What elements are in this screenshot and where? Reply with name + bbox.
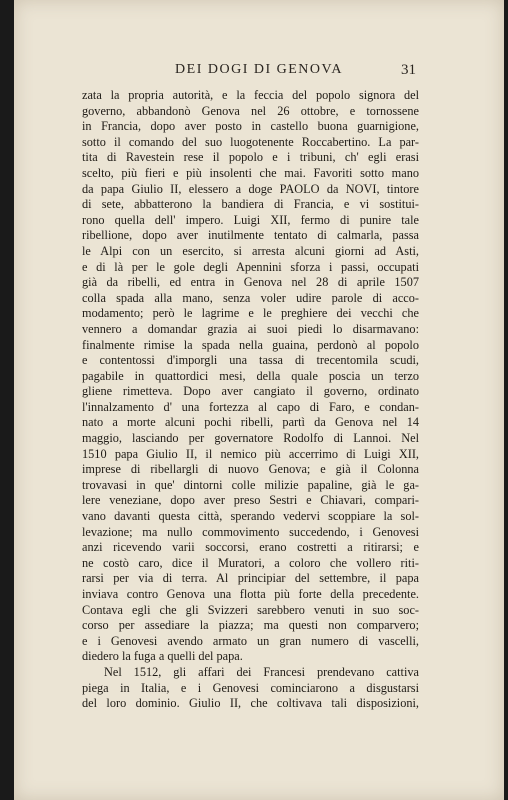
text-line: zata la propria autorità, e la feccia del popolo signora del bbox=[82, 88, 419, 102]
text-line: maggio, lasciando per governatore Rodolfo di Lannoi. Nel bbox=[82, 431, 419, 446]
text-line: inviava contro Genova una flotta più forte della precedente. bbox=[82, 587, 419, 601]
running-head bbox=[14, 62, 504, 82]
text-line: pagabile in quattordici mesi, della quale poscia un terzo bbox=[82, 368, 419, 383]
text-line: Contava egli che gli Svizzeri sarebbero venuti in suo soc- bbox=[82, 602, 419, 617]
text-line: e i Genovesi avendo armato un gran numero di vascelli, bbox=[82, 633, 419, 648]
text-line: corso per assediare la piazza; ma questi non comparvero; bbox=[82, 618, 419, 633]
body-text bbox=[82, 88, 419, 712]
text-line: già da ribelli, ed entra in Genova nel 28 di aprile 1507 bbox=[82, 275, 419, 290]
text-line: rono quella dell' impero. Luigi XII, fermo di punire tale bbox=[82, 212, 419, 227]
text-line: rarsi per via di terra. Al principiar del settembre, il papa bbox=[82, 571, 419, 586]
running-head-title: DEI DOGI DI GENOVA bbox=[175, 62, 343, 77]
text-line: imprese di ribellargli di nuovo Genova; e già il Colonna bbox=[82, 462, 419, 477]
text-line: ribellione, dopo aver inutilmente tentato di calmarla, passa bbox=[82, 228, 419, 243]
text-line: le Alpi con un esercito, si arresta alcuni giorni ad Asti, bbox=[82, 243, 419, 258]
text-line: levazione; ma nullo commovimento succedendo, i Genovesi bbox=[82, 524, 419, 539]
text-line: governo, abbandonò Genova nel 26 ottobre, e tornossene bbox=[82, 103, 419, 118]
text-line: in Francia, dopo aver posto in castello buona guarnigione, bbox=[82, 119, 419, 134]
text-line: modamento; però le lagrime e le preghiere dei vecchi che bbox=[82, 306, 419, 321]
text-line: da papa Giulio II, elessero a doge PAOLO da NOVI, tintore bbox=[82, 181, 419, 196]
text-line-paragraph-end: diedero la fuga a quelli del papa. bbox=[82, 649, 243, 664]
text-line: trovavasi in que' dintorni colle milizie papaline, già le ga- bbox=[82, 477, 419, 492]
text-line: gliene rimetteva. Dopo aver cangiato il governo, ordinato bbox=[82, 384, 419, 399]
text-line: finalmente rimise la spada nella guaina, perdonò al popolo bbox=[82, 337, 419, 352]
text-line: scelto, più fieri e più insolenti che mai. Favoriti sotto mano bbox=[82, 165, 419, 180]
text-line: colla spada alla mano, senza voler udire parole di acco- bbox=[82, 290, 419, 305]
text-line: anzi ricevendo varii soccorsi, erano costretti a ritirarsi; e bbox=[82, 540, 419, 555]
page-number: 31 bbox=[401, 62, 416, 78]
text-line: nato a morte alcuni pochi ribelli, partì da Genova nel 14 bbox=[82, 415, 419, 430]
text-line: e di là per le gole degli Apennini sforza i passi, occupati bbox=[82, 259, 419, 274]
text-line: vano davanti questa città, sperando vedervi scoppiare la sol- bbox=[82, 509, 419, 524]
text-line: 1510 papa Giulio II, il nemico più accerrimo di Luigi XII, bbox=[82, 446, 419, 461]
text-line: tita di Ravestein rese il popolo e i tribuni, ch' egli erasi bbox=[82, 150, 419, 165]
text-line: di sete, abbatterono la bandiera di Francia, e vi sostitui- bbox=[82, 197, 419, 212]
text-line: e contentossi d'imporgli una tassa di trecentomila scudi, bbox=[82, 353, 419, 368]
text-line: l'innalzamento d' una fortezza al capo di Faro, e condan- bbox=[82, 399, 419, 414]
text-line: lere veneziane, dopo aver preso Sestri e Chiavari, compari- bbox=[82, 493, 419, 508]
text-line: ne costò caro, dice il Muratori, a coloro che vollero riti- bbox=[82, 555, 419, 570]
text-line: sotto il comando del suo luogotenente Roccabertino. La par- bbox=[82, 134, 419, 149]
text-line: vennero a domandar grazia ai suoi piedi lo disarmavano: bbox=[82, 321, 419, 336]
text-line-paragraph-start: Nel 1512, gli affari dei Francesi prendevano cattiva bbox=[104, 664, 419, 679]
text-line: piega in Italia, e i Genovesi cominciarono a disgustarsi bbox=[82, 680, 419, 695]
book-page bbox=[14, 0, 504, 800]
text-line: del loro dominio. Giulio II, che coltivava tali disposizioni, bbox=[82, 696, 419, 711]
